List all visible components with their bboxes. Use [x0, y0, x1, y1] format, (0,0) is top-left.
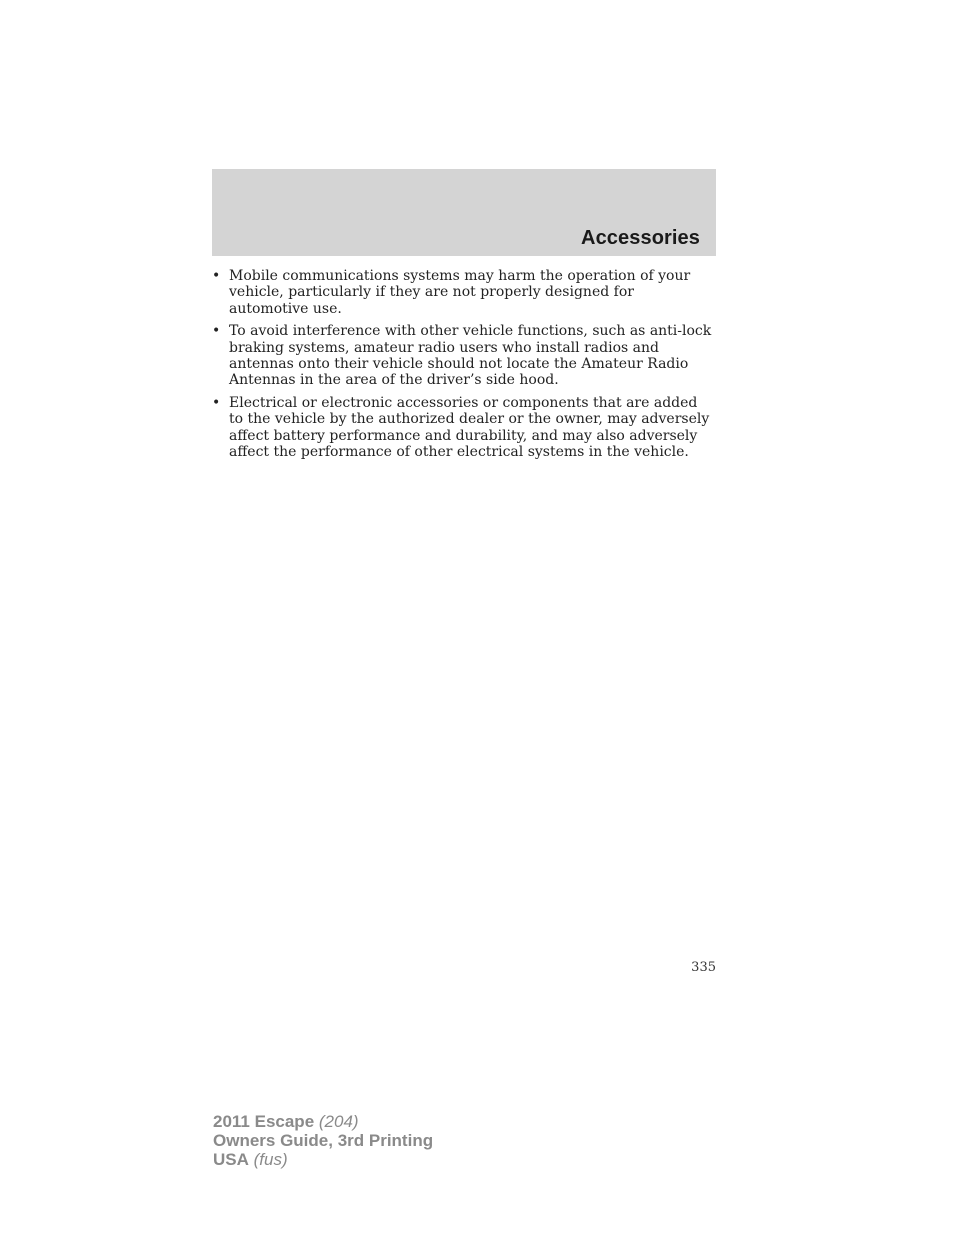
bullet-icon: •	[212, 268, 221, 284]
list-item-text: Mobile communications systems may harm the operation of your vehicle, particularly if they are not properly designed for automotive use.	[229, 268, 691, 317]
footer-line-edition	[213, 1131, 433, 1150]
section-header-band	[212, 169, 716, 256]
footer-line-model	[213, 1112, 433, 1131]
footer-line-market	[213, 1150, 433, 1169]
footer-market: USA	[213, 1150, 249, 1169]
list-item	[212, 323, 712, 389]
section-title: Accessories	[581, 227, 700, 249]
bullet-icon: •	[212, 323, 221, 340]
footer-publication-info	[213, 1112, 433, 1169]
list-item-text: Electrical or electronic accessories or components that are added to the vehicle by the authorized dealer or the owner, may adversely affect battery performance and durability, and may also adversely affect the performance of other electrical systems in the vehicle.	[229, 394, 710, 461]
bullet-icon: •	[212, 394, 221, 411]
list-item	[212, 268, 712, 317]
page-number: 335	[691, 960, 716, 975]
bullet-list	[212, 268, 712, 466]
footer-model-name: 2011 Escape	[213, 1112, 315, 1131]
footer-model-code: (204)	[318, 1112, 359, 1131]
list-item	[212, 395, 712, 461]
footer-edition: Owners Guide, 3rd Printing	[213, 1131, 434, 1150]
footer-market-code: (fus)	[253, 1150, 288, 1169]
list-item-text: To avoid interference with other vehicle functions, such as anti-lock braking systems, amateur radio users who install radios and antennas onto their vehicle should not locate the Amateur Radio Antennas in the area of the driver’s side hood.	[229, 323, 712, 389]
